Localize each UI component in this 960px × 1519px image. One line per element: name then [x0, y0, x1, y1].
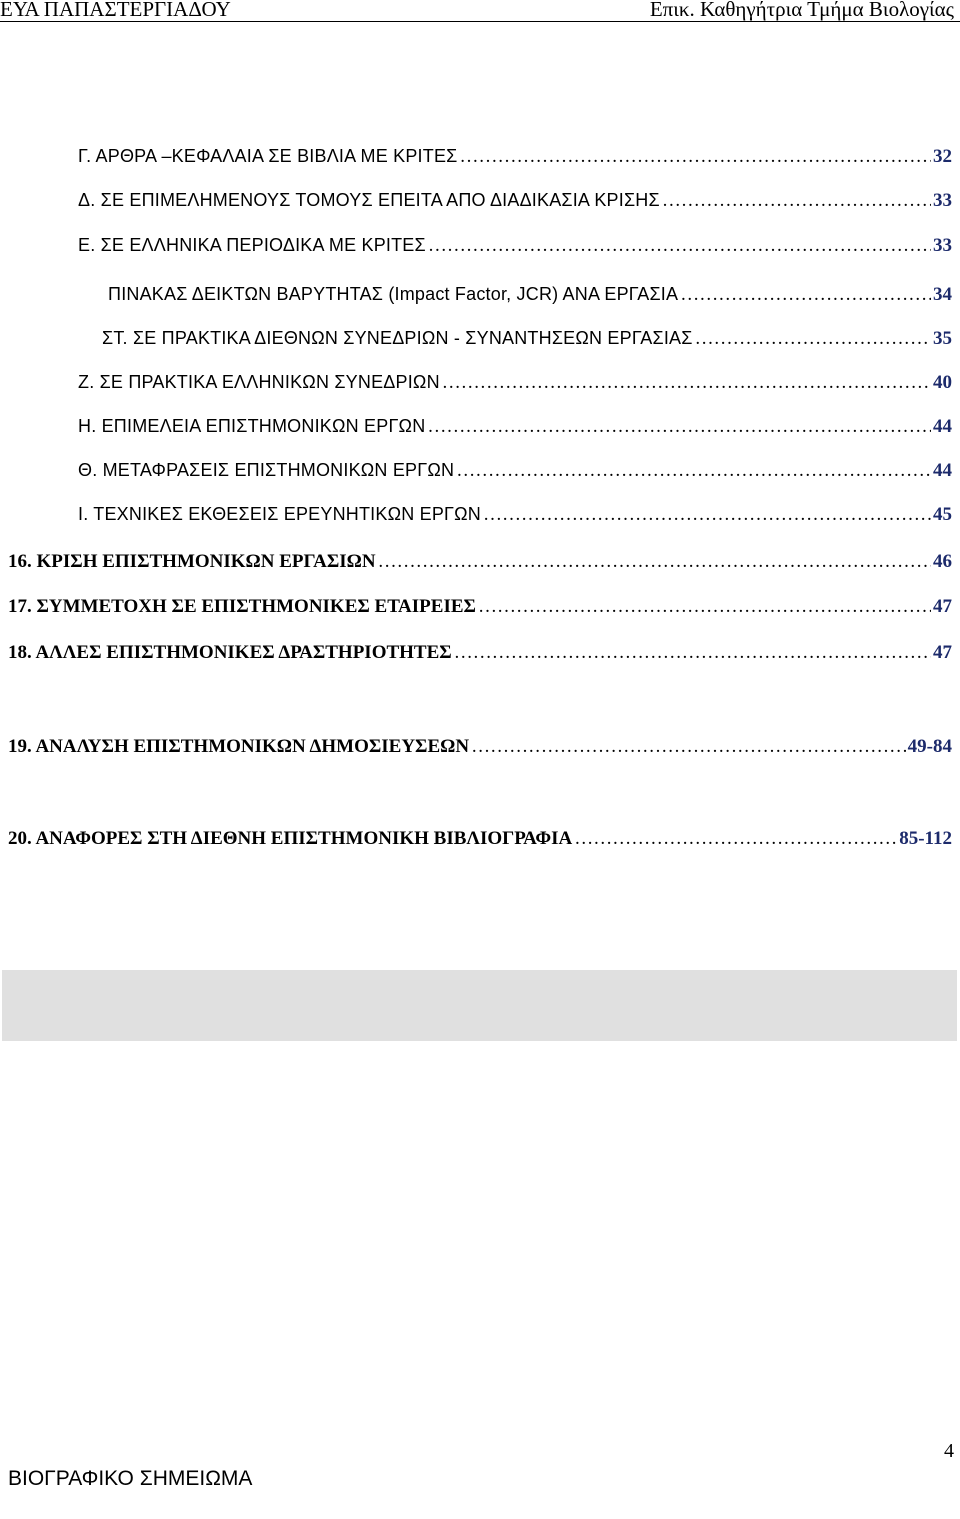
toc-entry-title: 17. ΣΥΜΜΕΤΟΧΗ ΣΕ ΕΠΙΣΤΗΜΟΝΙΚΕΣ ΕΤΑΙΡΕΙΕΣ [8, 596, 476, 617]
header-position: Επικ. Καθηγήτρια Τμήμα Βιολογίας [649, 0, 954, 21]
toc-entry-page: 49-84 [907, 736, 952, 757]
toc-entry[interactable] [78, 187, 952, 213]
toc-entry-title: Ζ. ΣΕ ΠΡΑΚΤΙΚΑ ΕΛΛΗΝΙΚΩΝ ΣΥΝΕΔΡΙΩΝ [78, 372, 440, 392]
toc-entry-title: Ι. ΤΕΧΝΙΚΕΣ ΕΚΘΕΣΕΙΣ ΕΡΕΥΝΗΤΙΚΩΝ ΕΡΓΩΝ [78, 504, 482, 524]
toc-leader [478, 594, 931, 620]
toc-leader [456, 458, 931, 483]
toc-section[interactable] [8, 549, 952, 575]
toc-entry-page: 85-112 [899, 828, 952, 849]
toc-entry-page: 35 [933, 328, 952, 349]
toc-entry-title: 20. ΑΝΑΦΟΡΕΣ ΣΤΗ ΔΙΕΘΝΗ ΕΠΙΣΤΗΜΟΝΙΚΗ ΒΙΒΛΙΟΓΡΑΦΙΑ [8, 828, 573, 849]
toc-entry-title: 18. ΑΛΛΕΣ ΕΠΙΣΤΗΜΟΝΙΚΕΣ ΔΡΑΣΤΗΡΙΟΤΗΤΕΣ [8, 642, 452, 663]
toc-entry-page: 47 [933, 596, 952, 617]
toc-entry-title: Δ. ΣΕ ΕΠΙΜΕΛΗΜΕΝΟΥΣ ΤΟΜΟΥΣ ΕΠΕΙΤΑ ΑΠΟ ΔΙΑΔΙΚΑΣΙΑ ΚΡΙΣΗΣ [78, 190, 660, 210]
toc-leader [454, 640, 931, 666]
toc-entry-page: 44 [933, 416, 952, 437]
toc-leader [662, 188, 931, 213]
toc-entry-title: Η. ΕΠΙΜΕΛΕΙΑ ΕΠΙΣΤΗΜΟΝΙΚΩΝ ΕΡΓΩΝ [78, 416, 426, 436]
toc-entry-page: 46 [933, 551, 952, 572]
toc-entry-title: ΣΤ. ΣΕ ΠΡΑΚΤΙΚΑ ΔΙΕΘΝΩΝ ΣΥΝΕΔΡΙΩΝ - ΣΥΝΑΝΤΗΣΕΩΝ ΕΡΓΑΣΙΑΣ [102, 328, 693, 348]
toc-leader [471, 734, 906, 760]
page-number: 4 [944, 1440, 954, 1462]
toc-entry-title: 16. ΚΡΙΣΗ ΕΠΙΣΤΗΜΟΝΙΚΩΝ ΕΡΓΑΣΙΩΝ [8, 551, 376, 572]
toc-entry[interactable] [108, 281, 952, 307]
toc-entry-page: 47 [933, 642, 952, 663]
toc-entry[interactable] [78, 457, 952, 483]
header-author: ΕΥΑ ΠΑΠΑΣΤΕΡΓΙΑΔΟΥ [0, 0, 231, 21]
toc-entry-title: 19. ΑΝΑΛΥΣΗ ΕΠΙΣΤΗΜΟΝΙΚΩΝ ΔΗΜΟΣΙΕΥΣΕΩΝ [8, 736, 470, 757]
toc-leader [442, 370, 931, 395]
grey-band [2, 970, 957, 1041]
toc-leader [459, 144, 931, 169]
header-rule [0, 21, 960, 22]
toc-entry[interactable] [78, 143, 952, 169]
toc-leader [695, 326, 931, 351]
toc-section[interactable] [8, 826, 952, 852]
toc-entry[interactable] [78, 501, 952, 527]
toc-leader [680, 282, 931, 307]
toc-entry-title: Γ. ΑΡΘΡΑ –ΚΕΦΑΛΑΙΑ ΣΕ ΒΙΒΛΙΑ ΜΕ ΚΡΙΤΕΣ [78, 146, 458, 166]
toc-section[interactable] [8, 594, 952, 620]
toc-entry[interactable] [102, 325, 952, 351]
page-footer: ΒΙΟΓΡΑΦΙΚΟ ΣΗΜΕΙΩΜΑ [8, 1467, 253, 1490]
toc-leader [574, 826, 897, 852]
toc-entry-title: ΠΙΝΑΚΑΣ ΔΕΙΚΤΩΝ ΒΑΡΥΤΗΤΑΣ (Impact Factor, JCR) ΑΝΑ ΕΡΓΑΣΙΑ [108, 284, 679, 304]
toc-entry-page: 33 [933, 235, 952, 256]
toc-entry[interactable] [78, 413, 952, 439]
page-header [0, 0, 960, 22]
toc-entry-page: 32 [933, 146, 952, 167]
toc-leader [378, 549, 931, 575]
toc-entry-page: 44 [933, 460, 952, 481]
toc-leader [427, 414, 931, 439]
toc-entry-title: Ε. ΣΕ ΕΛΛΗΝΙΚΑ ΠΕΡΙΟΔΙΚΑ ΜΕ ΚΡΙΤΕΣ [78, 235, 426, 255]
toc-entry[interactable] [78, 369, 952, 395]
toc-section[interactable] [8, 640, 952, 666]
toc-entry-page: 34 [933, 284, 952, 305]
toc-entry-page: 33 [933, 190, 952, 211]
toc-entry-page: 40 [933, 372, 952, 393]
toc-leader [428, 233, 931, 258]
toc-entry-title: Θ. ΜΕΤΑΦΡΑΣΕΙΣ ΕΠΙΣΤΗΜΟΝΙΚΩΝ ΕΡΓΩΝ [78, 460, 455, 480]
toc-section[interactable] [8, 734, 952, 760]
toc-leader [483, 502, 931, 527]
toc-entry-page: 45 [933, 504, 952, 525]
toc-entry[interactable] [78, 232, 952, 258]
